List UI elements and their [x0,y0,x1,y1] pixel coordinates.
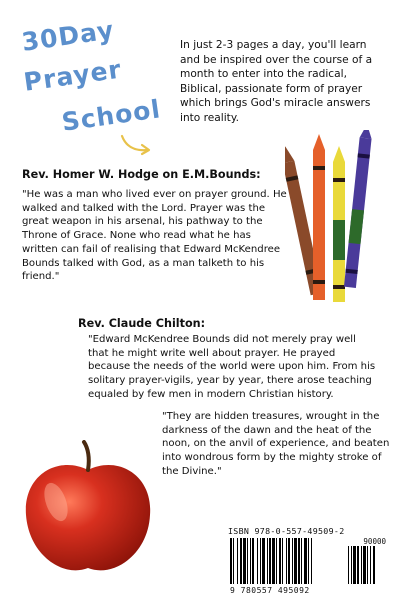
yellow-crayon [333,146,345,302]
section2-quote-2: "They are hidden treasures, wrought in the darkness of the dawn and the heat of the noon, on the anvil of experience, and beaten into wondrous form by the mighty stroke of the Divine." [162,411,390,477]
book-logo [10,15,163,160]
logo-line-3: School [59,94,163,137]
intro-paragraph: In just 2-3 pages a day, you'll learn and be inspired over the course of a month to enter into the radical, Biblical, passionate form of prayer which brings God's miracle answers into reality. [180,39,373,125]
barcode-number: 9 780557 495092 [230,586,310,595]
orange-crayon [313,134,325,300]
barcode-bars [228,538,386,586]
purple-crayon [344,130,373,288]
red-apple-illustration [18,440,158,580]
barcode [228,526,386,596]
isbn-text: ISBN 978-0-557-49509-2 [228,526,345,536]
section2-quote-1: "Edward McKendree Bounds did not merely pray well that he might write well about prayer. He prayed because the needs of the world were upon him. From his solitary prayer-vigils, year by year, there arose teaching equaled by few men in modern Christian history. [88,334,376,400]
curved-arrow-icon [118,132,158,158]
price-code: 90000 [363,537,386,546]
section1-heading: Rev. Homer W. Hodge on E.M.Bounds: [22,168,261,181]
section1-quote: "He was a man who lived ever on prayer ground. He walked and talked with the Lord. Prayer was the great weapon in his arsenal, his pathway to the Throne of Grace. None who read what he has written can fail of realising that Edward McKendree Bounds talked with God, as a man talketh to his friend." [22,189,287,283]
crayons-illustration [285,130,395,310]
section2-heading: Rev. Claude Chilton: [78,317,206,330]
logo-line-2: Prayer [21,54,124,97]
logo-line-1: 30Day [19,15,117,57]
